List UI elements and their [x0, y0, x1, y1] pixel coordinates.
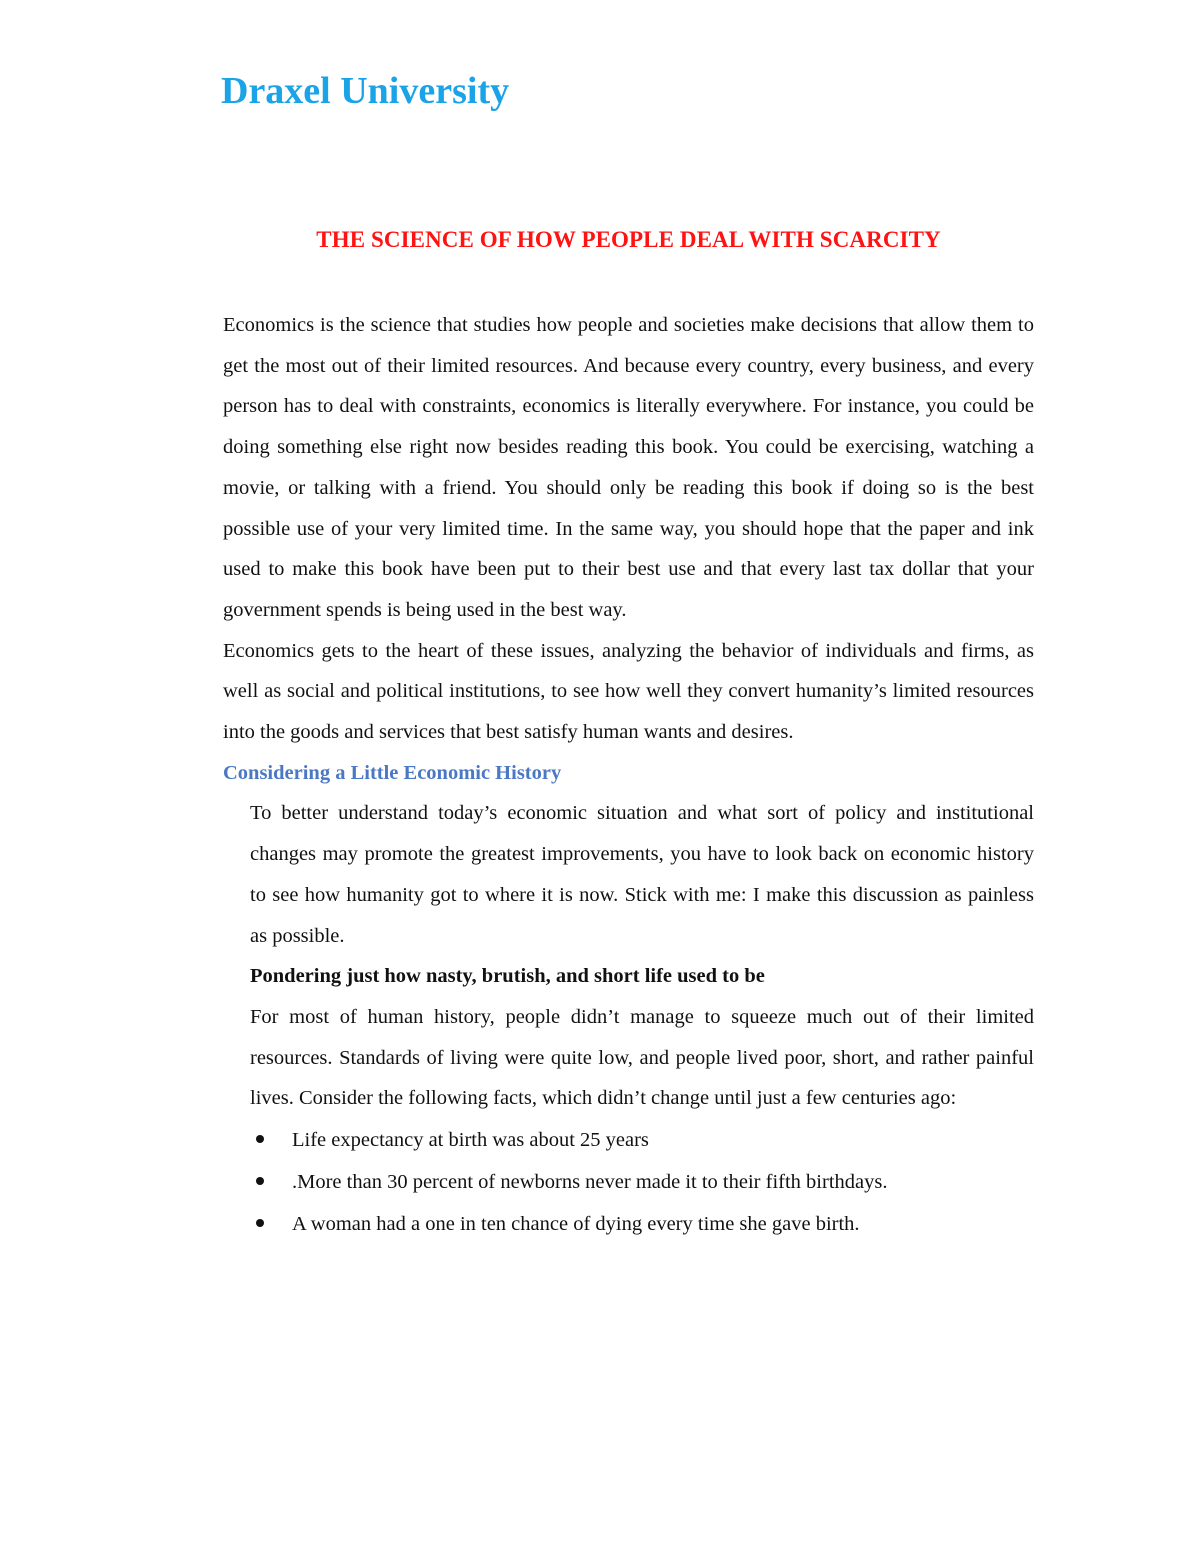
intro-paragraph-economics: Economics is the science that studies how people and societies make decisions that allow them to get the most out of their limited resources. And because every country, every business, and every person has to deal with constraints, economics is literally everywhere. For instance, you could be doing something else right now besides reading this book. You could be exercising, watching a movie, or talking with a friend. You should only be reading this book if doing so is the best possible use of your very limited time. In the same way, you should hope that the paper and ink used to make this book have been put to their best use and that every last tax dollar that your government spends is being used in the best way.: [223, 314, 1034, 621]
life-conditions-paragraph: For most of human history, people didn’t manage to squeeze much out of their limited resources. Standards of living were quite low, and people lived poor, short, and rather painful lives. Consider the following facts, which didn’t change until just a few centuries ago:: [250, 1005, 1034, 1110]
document-body: [223, 305, 1034, 1245]
document-title: THE SCIENCE OF HOW PEOPLE DEAL WITH SCARCITY: [316, 227, 941, 252]
list-item: .More than 30 percent of newborns never made it to their fifth birthdays.: [256, 1161, 1034, 1203]
intro-paragraph-analysis: Economics gets to the heart of these issues, analyzing the behavior of individuals and firms, as well as social and political institutions, to see how well they convert humanity’s limited resources into the goods and services that best satisfy human wants and desires.: [223, 639, 1034, 744]
life-conditions-subheading: Pondering just how nasty, brutish, and short life used to be: [250, 965, 765, 988]
list-item: Life expectancy at birth was about 25 years: [256, 1119, 1034, 1161]
economic-history-heading: Considering a Little Economic History: [223, 761, 562, 784]
list-item: A woman had a one in ten chance of dying every time she gave birth.: [256, 1203, 1034, 1245]
historical-facts-list: [223, 1119, 1034, 1245]
university-name: Draxel University: [221, 70, 510, 112]
economic-history-paragraph: To better understand today’s economic situation and what sort of policy and institutional changes may promote the greatest improvements, you have to look back on economic history to see how humanity got to where it is now. Stick with me: I make this discussion as painless as possible.: [250, 802, 1034, 947]
